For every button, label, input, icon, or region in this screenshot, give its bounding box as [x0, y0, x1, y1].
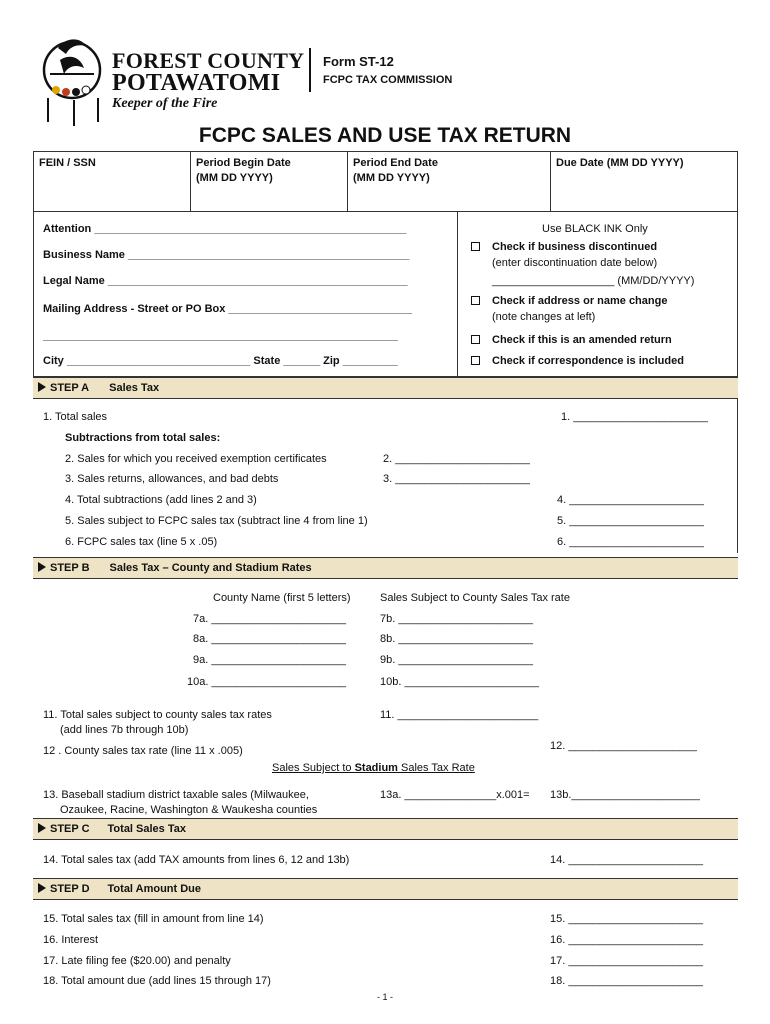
- org-name-line2: POTAWATOMI: [112, 70, 281, 96]
- line1-label: 1. Total sales: [43, 411, 108, 423]
- id-row: [33, 151, 738, 212]
- discontinued-checkbox[interactable]: [471, 242, 480, 251]
- line13a-field[interactable]: 13a. _______________x.001=: [380, 789, 530, 801]
- step-arrow-icon: [38, 883, 46, 893]
- period-end-label: Period End Date: [353, 157, 438, 169]
- line16-label: 16. Interest: [43, 934, 99, 946]
- line5-field[interactable]: 5. ______________________: [557, 515, 704, 527]
- stadium-heading-word: Stadium: [354, 762, 398, 774]
- line13-note: Ozaukee, Racine, Washington & Waukesha counties: [60, 804, 318, 816]
- line15-field[interactable]: 15. ______________________: [550, 913, 703, 925]
- line17-label: 17. Late filing fee ($20.00) and penalty: [43, 955, 231, 967]
- step-d-header: [33, 878, 738, 900]
- correspondence-checkbox[interactable]: [471, 356, 480, 365]
- line14-field[interactable]: 14. ______________________: [550, 854, 703, 866]
- step-b-title: Sales Tax – County and Stadium Rates: [109, 562, 312, 574]
- step-b-header: [33, 557, 738, 579]
- step-c-title: Total Sales Tax: [107, 823, 186, 835]
- stadium-heading: [272, 762, 475, 774]
- step-d-label: STEP D: [50, 883, 90, 895]
- address-change-note: (note changes at left): [492, 311, 596, 323]
- correspondence-label: Check if correspondence is included: [492, 355, 684, 367]
- discontinued-date-field[interactable]: ____________________ (MM/DD/YYYY): [492, 275, 695, 287]
- address-change-checkbox[interactable]: [471, 296, 480, 305]
- black-ink-note: Use BLACK INK Only: [542, 223, 648, 235]
- step-a-title: Sales Tax: [109, 382, 160, 394]
- step-arrow-icon: [38, 562, 46, 572]
- right-border: [737, 399, 738, 553]
- line11-note: (add lines 7b through 10b): [60, 724, 189, 736]
- line18-field[interactable]: 18. ______________________: [550, 975, 703, 987]
- line4-label: 4. Total subtractions (add lines 2 and 3): [65, 494, 257, 506]
- county-sales-column-header: Sales Subject to County Sales Tax rate: [380, 592, 570, 604]
- period-begin-format: (MM DD YYYY): [196, 172, 273, 184]
- period-begin-field[interactable]: [191, 152, 348, 211]
- county-7a-field[interactable]: 7a. ______________________: [193, 613, 346, 625]
- line12-label: 12 . County sales tax rate (line 11 x .005): [43, 745, 243, 757]
- line3-field[interactable]: 3. ______________________: [383, 473, 530, 485]
- stadium-heading-pre: Sales Subject to: [272, 762, 355, 774]
- page-title: FCPC SALES AND USE TAX RETURN: [198, 124, 572, 147]
- sales-8b-field[interactable]: 8b. ______________________: [380, 633, 533, 645]
- sales-9b-field[interactable]: 9b. ______________________: [380, 654, 533, 666]
- business-name-field[interactable]: Business Name ______________________________________________: [43, 249, 410, 261]
- line16-field[interactable]: 16. ______________________: [550, 934, 703, 946]
- amended-label: Check if this is an amended return: [492, 334, 672, 346]
- line14-label: 14. Total sales tax (add TAX amounts from lines 6, 12 and 13b): [43, 854, 350, 866]
- form-number: Form ST-12: [323, 54, 394, 69]
- line17-field[interactable]: 17. ______________________: [550, 955, 703, 967]
- address-change-label: Check if address or name change: [492, 295, 668, 307]
- attention-field[interactable]: Attention ___________________________________________________: [43, 223, 407, 235]
- period-begin-label: Period Begin Date: [196, 157, 291, 169]
- subtractions-heading: Subtractions from total sales:: [65, 432, 221, 444]
- sales-7b-field[interactable]: 7b. ______________________: [380, 613, 533, 625]
- line13b-field[interactable]: 13b._____________________: [550, 789, 700, 801]
- line12-field[interactable]: 12. _____________________: [550, 740, 697, 752]
- due-date-label: Due Date (MM DD YYYY): [556, 157, 684, 169]
- county-8a-field[interactable]: 8a. ______________________: [193, 633, 346, 645]
- city-state-zip-field[interactable]: City ______________________________ State ______ Zip _________: [43, 355, 398, 367]
- discontinued-note: (enter discontinuation date below): [492, 257, 658, 269]
- period-end-field[interactable]: [348, 152, 551, 211]
- step-a-label: STEP A: [50, 382, 90, 394]
- address-divider: [457, 212, 458, 377]
- line4-field[interactable]: 4. ______________________: [557, 494, 704, 506]
- county-10a-field[interactable]: 10a. ______________________: [187, 676, 347, 688]
- line15-label: 15. Total sales tax (fill in amount from line 14): [43, 913, 264, 925]
- step-a-header: [33, 377, 738, 399]
- step-b-label: STEP B: [50, 562, 90, 574]
- county-9a-field[interactable]: 9a. ______________________: [193, 654, 346, 666]
- line1-field[interactable]: 1. ______________________: [561, 411, 708, 423]
- line3-label: 3. Sales returns, allowances, and bad debts: [65, 473, 279, 485]
- sales-10b-field[interactable]: 10b. ______________________: [380, 676, 540, 688]
- address-line2-field[interactable]: __________________________________________________________: [43, 330, 398, 342]
- county-name-column-header: County Name (first 5 letters): [213, 592, 351, 604]
- step-c-label: STEP C: [50, 823, 90, 835]
- tagline: Keeper of the Fire: [112, 96, 218, 111]
- line11-field[interactable]: 11. _______________________: [380, 709, 539, 721]
- step-d-title: Total Amount Due: [107, 883, 202, 895]
- line13-label: 13. Baseball stadium district taxable sales (Milwaukee,: [43, 789, 309, 801]
- line2-field[interactable]: 2. ______________________: [383, 453, 530, 465]
- commission-name: FCPC TAX COMMISSION: [323, 74, 453, 86]
- amended-checkbox[interactable]: [471, 335, 480, 344]
- step-c-header: [33, 818, 738, 840]
- line2-label: 2. Sales for which you received exemption certificates: [65, 453, 327, 465]
- step-arrow-icon: [38, 823, 46, 833]
- fein-label: FEIN / SSN: [39, 157, 96, 169]
- org-name-line1: FOREST COUNTY: [112, 48, 305, 73]
- period-end-format: (MM DD YYYY): [353, 172, 430, 184]
- fire-keeper-emblem-icon: [30, 30, 120, 130]
- header-divider: [309, 48, 311, 92]
- line5-label: 5. Sales subject to FCPC sales tax (subtract line 4 from line 1): [65, 515, 368, 527]
- due-date-field[interactable]: [551, 152, 737, 211]
- page-number: - 1 -: [376, 992, 393, 1002]
- stadium-heading-post: Sales Tax Rate: [397, 762, 475, 774]
- line18-label: 18. Total amount due (add lines 15 through 17): [43, 975, 271, 987]
- mailing-address-field[interactable]: Mailing Address - Street or PO Box ______________________________: [43, 303, 412, 315]
- line6-field[interactable]: 6. ______________________: [557, 536, 704, 548]
- line6-label: 6. FCPC sales tax (line 5 x .05): [65, 536, 218, 548]
- fein-field[interactable]: [34, 152, 191, 211]
- line11-label: 11. Total sales subject to county sales tax rates: [43, 709, 272, 721]
- discontinued-label: Check if business discontinued: [492, 241, 658, 253]
- legal-name-field[interactable]: Legal Name _________________________________________________: [43, 275, 408, 287]
- step-arrow-icon: [38, 382, 46, 392]
